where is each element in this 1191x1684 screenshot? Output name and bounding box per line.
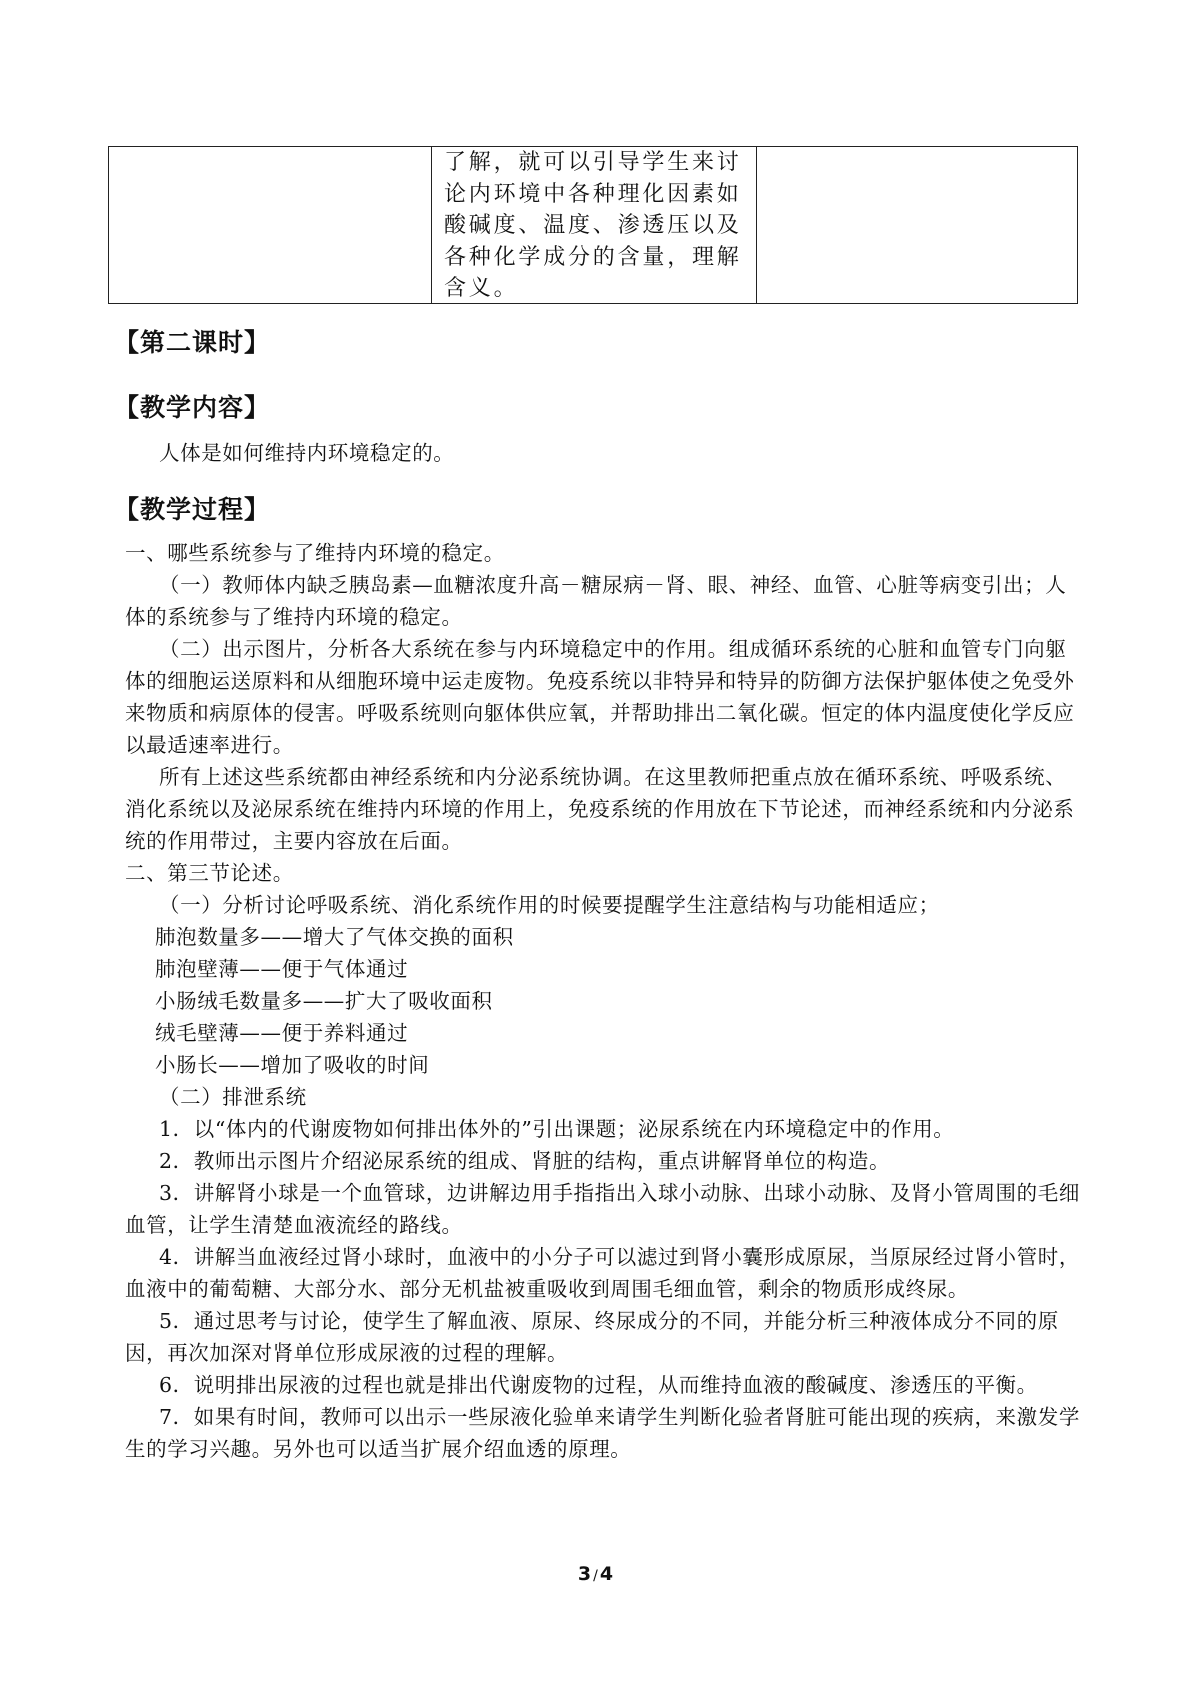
section-title: 二、第三节论述。: [125, 861, 294, 885]
page-total: 4: [599, 1563, 614, 1585]
section-title: 一、哪些系统参与了维持内环境的稳定。: [125, 541, 505, 565]
numbered-item: 3．讲解肾小球是一个血管球，边讲解边用手指指出入球小动脉、出球小动脉、及肾小管周围的毛细血管，让学生清楚血液流经的路线。: [125, 1181, 1080, 1237]
paragraph: （一）教师体内缺乏胰岛素—血糖浓度升高－糖尿病－肾、眼、神经、血管、心脏等病变引出；人体的系统参与了维持内环境的稳定。: [125, 573, 1067, 629]
lesson-table-fragment: [108, 146, 1078, 304]
table-cell-line: 了解，就可以引导学生来讨: [444, 150, 742, 175]
numbered-item: 2．教师出示图片介绍泌尿系统的组成、肾脏的结构，重点讲解肾单位的构造。: [159, 1149, 891, 1173]
subsection-title: （一）分析讨论呼吸系统、消化系统作用的时候要提醒学生注意结构与功能相适应；: [159, 893, 940, 917]
heading-teaching-content: 【教学内容】: [114, 393, 271, 422]
numbered-item: 4．讲解当血液经过肾小球时，血液中的小分子可以滤过到肾小囊形成原尿，当原尿经过肾小管时，血液中的葡萄糖、大部分水、部分无机盐被重吸收到周围毛细血管，剩余的物质形成终尿。: [125, 1245, 1080, 1301]
list-item: 绒毛壁薄——便于养料通过: [155, 1021, 409, 1045]
list-item: 肺泡壁薄——便于气体通过: [155, 957, 409, 981]
table-cell-line: 酸碱度、温度、渗透压以及: [444, 213, 742, 238]
heading-second-lesson: 【第二课时】: [114, 328, 271, 357]
page-current: 3: [577, 1563, 592, 1585]
table-cell-line: 各种化学成分的含量，理解: [444, 244, 742, 270]
subsection-title: （二）排泄系统: [159, 1085, 307, 1109]
paragraph: 所有上述这些系统都由神经系统和内分泌系统协调。在这里教师把重点放在循环系统、呼吸系统、消化系统以及泌尿系统在维持内环境的作用上，免疫系统的作用放在下节论述，而神经系统和内分泌系统的作用带过，主要内容放在后面。: [125, 765, 1075, 853]
list-item: 肺泡数量多——增大了气体交换的面积: [155, 925, 514, 949]
table-cell-line: 含义。: [444, 276, 519, 301]
numbered-item: 5．通过思考与讨论，使学生了解血液、原尿、终尿成分的不同，并能分析三种液体成分不同的原因，再次加深对肾单位形成尿液的过程的理解。: [125, 1309, 1059, 1365]
numbered-item: 1．以“体内的代谢废物如何排出体外的”引出课题；泌尿系统在内环境稳定中的作用。: [159, 1117, 955, 1141]
list-item: 小肠绒毛数量多——扩大了吸收面积: [155, 989, 493, 1013]
page-number: [0, 1563, 1191, 1585]
numbered-item: 6．说明排出尿液的过程也就是排出代谢废物的过程，从而维持血液的酸碱度、渗透压的平衡。: [159, 1373, 1038, 1397]
numbered-item: 7．如果有时间，教师可以出示一些尿液化验单来请学生判断化验者肾脏可能出现的疾病，来激发学生的学习兴趣。另外也可以适当扩展介绍血透的原理。: [125, 1405, 1080, 1461]
table-cell-left: [109, 147, 432, 303]
page-separator: /: [593, 1568, 598, 1584]
heading-teaching-process: 【教学过程】: [114, 495, 271, 524]
list-item: 小肠长——增加了吸收的时间: [155, 1053, 430, 1077]
table-cell-right: [757, 147, 1077, 303]
teaching-process-body: [125, 537, 1080, 1465]
paragraph: 人体是如何维持内环境稳定的。: [159, 441, 455, 465]
teaching-content-text: [125, 437, 1080, 469]
table-cell-middle: [432, 147, 757, 303]
table-cell-line: 论内环境中各种理化因素如: [444, 181, 742, 207]
paragraph: （二）出示图片，分析各大系统在参与内环境稳定中的作用。组成循环系统的心脏和血管专门向躯体的细胞运送原料和从细胞环境中运走废物。免疫系统以非特异和特异的防御方法保护躯体使之免受外来物质和病原体的侵害。呼吸系统则向躯体供应氧，并帮助排出二氧化碳。恒定的体内温度使化学反应以最适速率进行。: [125, 637, 1075, 757]
